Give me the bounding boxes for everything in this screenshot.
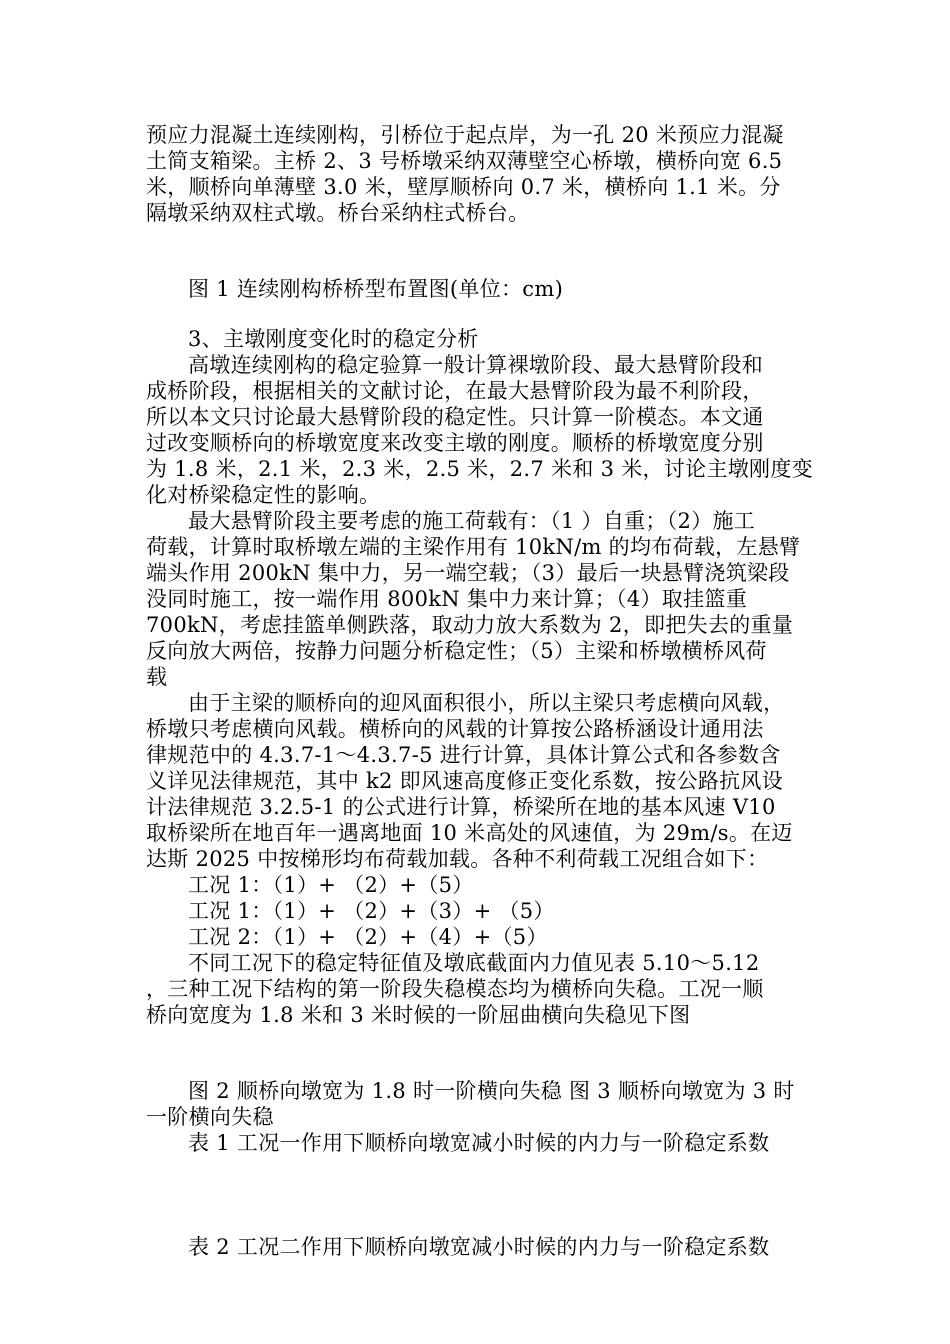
section-heading: 3、主墩刚度变化时的稳定分析 [188, 327, 479, 351]
text-line: 预应力混凝土连续刚构，引桥位于起点岸，为一孔 20 米预应力混凝 [146, 123, 784, 147]
text-line: 土简支箱梁。主桥 2、3 号桥墩采纳双薄壁空心桥墩，横桥向宽 6.5 [146, 149, 783, 173]
text-line: 米，顺桥向单薄壁 3.0 米，壁厚顺桥向 0.7 米，横桥向 1.1 米。分 [146, 175, 781, 199]
text-line: 桥向宽度为 1.8 米和 3 米时候的一阶屈曲横向失稳见下图 [146, 1003, 691, 1027]
text-line: ，三种工况下结构的第一阶段失稳模态均为横桥向失稳。工况一顺 [146, 977, 764, 1001]
text-line: 由于主梁的顺桥向的迎风面积很小，所以主梁只考虑横向风载， [188, 691, 785, 715]
table-caption: 表 1 工况一作用下顺桥向墩宽减小时候的内力与一阶稳定系数 [188, 1131, 770, 1155]
load-case-line: 工况 2：（1）+ （2）+（4）+（5） [188, 925, 548, 949]
table-caption: 表 2 工况二作用下顺桥向墩宽减小时候的内力与一阶稳定系数 [188, 1235, 770, 1259]
text-line: 高墩连续刚构的稳定验算一般计算裸墩阶段、最大悬臂阶段和 [188, 353, 764, 377]
text-line: 计法律规范 3.2.5-1 的公式进行计算，桥梁所在地的基本风速 V10 [146, 795, 776, 819]
figure-caption: 一阶横向失稳 [146, 1105, 274, 1129]
text-line: 载 [146, 665, 168, 689]
text-line: 不同工况下的稳定特征值及墩底截面内力值见表 5.10～5.12 [188, 951, 760, 975]
text-line: 过改变顺桥向的桥墩宽度来改变主墩的刚度。顺桥的桥墩宽度分别 [146, 431, 764, 455]
text-line: 化对桥梁稳定性的影响。 [146, 483, 381, 507]
text-line: 最大悬臂阶段主要考虑的施工荷载有：（1 ）自重；（2）施工 [188, 509, 756, 533]
figure-caption: 图 1 连续刚构桥桥型布置图(单位：cm) [188, 277, 564, 301]
figure-caption: 图 2 顺桥向墩宽为 1.8 时一阶横向失稳 图 3 顺桥向墩宽为 3 时 [188, 1079, 795, 1103]
text-line: 荷载，计算时取桥墩左端的主梁作用有 10kN/m 的均布荷载，左悬臂 [146, 535, 801, 559]
text-line: 反向放大两倍，按静力问题分析稳定性；（5）主梁和桥墩横桥风荷 [146, 639, 767, 663]
text-line: 为 1.8 米，2.1 米，2.3 米，2.5 米，2.7 米和 3 米，讨论主墩刚度变 [146, 457, 813, 481]
text-line: 700kN，考虑挂篮单侧跌落，取动力放大系数为 2，即把失去的重量 [146, 613, 794, 637]
text-line: 桥墩只考虑横向风载。横桥向的风载的计算按公路桥涵设计通用法 [146, 717, 764, 741]
text-line: 端头作用 200kN 集中力，另一端空载；（3）最后一块悬臂浇筑梁段 [146, 561, 790, 585]
text-line: 隔墩采纳双柱式墩。桥台采纳柱式桥台。 [146, 201, 530, 225]
text-line: 义详见法律规范，其中 k2 即风速高度修正变化系数，按公路抗风设 [146, 769, 784, 793]
load-case-line: 工况 1：（1）+ （2）+（3）+ （5） [188, 899, 555, 923]
text-line: 取桥梁所在地百年一遇离地面 10 米高处的风速值，为 29m/s。在迈 [146, 821, 793, 845]
text-line: 达斯 2025 中按梯形均布荷载加载。各种不利荷载工况组合如下： [146, 847, 769, 871]
text-line: 律规范中的 4.3.7-1～4.3.7-5 进行计算，具体计算公式和各参数含 [146, 743, 781, 767]
text-line: 没同时施工，按一端作用 800kN 集中力来计算；（4）取挂篮重 [146, 587, 747, 611]
load-case-line: 工况 1：（1）+ （2）+（5） [188, 873, 474, 897]
text-line: 成桥阶段，根据相关的文献讨论，在最大悬臂阶段为最不利阶段， [146, 379, 764, 403]
text-line: 所以本文只讨论最大悬臂阶段的稳定性。只计算一阶模态。本文通 [146, 405, 764, 429]
